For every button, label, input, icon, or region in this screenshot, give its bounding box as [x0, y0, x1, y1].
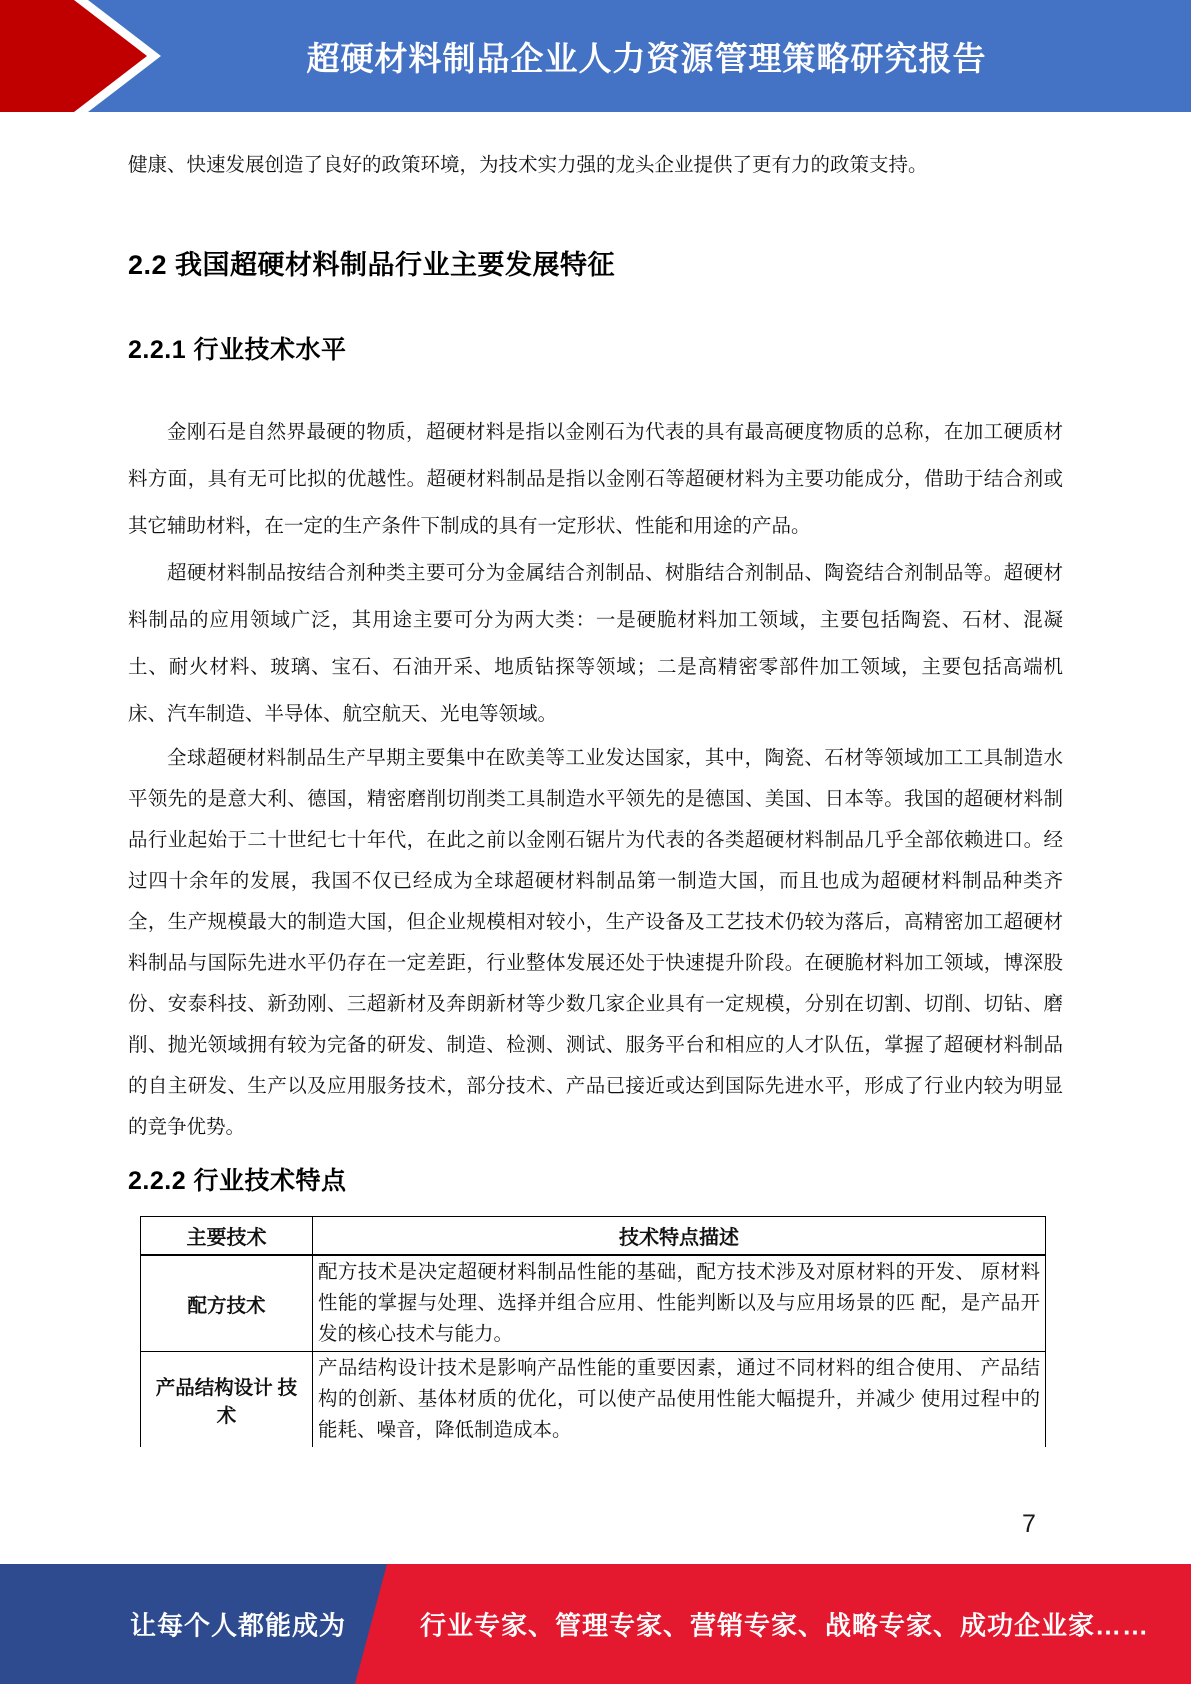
section-heading-2-2-2: 2.2.2 行业技术特点	[128, 1167, 347, 1195]
tech-desc-cell: 配方技术是决定超硬材料制品性能的基础，配方技术涉及对原材料的开发、 原材料性能的掌握与处理、选择并组合应用、性能判断以及与应用场景的匹 配，是产品开发的核心技术与能力。	[313, 1255, 1046, 1352]
page-footer-banner	[0, 1564, 1191, 1684]
page-number: 7	[1022, 1510, 1036, 1538]
footer-slogan-right: 行业专家、管理专家、营销专家、战略专家、成功企业家……	[420, 1610, 1150, 1641]
paragraph-product-categories: 超硬材料制品按结合剂种类主要可分为金属结合剂制品、树脂结合剂制品、陶瓷结合剂制品等。超硬材料制品的应用领域广泛，其用途主要可分为两大类：一是硬脆材料加工领域，主要包括陶瓷、石材、混凝土、耐火材料、玻璃、宝石、石油开采、地质钻探等领域；二是高精密零部件加工领域，主要包括高端机床、汽车制造、半导体、航空航天、光电等领域。	[128, 563, 1063, 725]
page-header-banner	[0, 0, 1191, 112]
footer-slogan-left: 让每个人都能成为	[130, 1610, 347, 1641]
column-header-tech-description: 技术特点描述	[313, 1217, 1046, 1256]
tech-desc-cell: 产品结构设计技术是影响产品性能的重要因素，通过不同材料的组合使用、 产品结构的创新、基体材质的优化，可以使产品使用性能大幅提升，并减少 使用过程中的能耗、噪音，降低制造成本。	[313, 1352, 1046, 1448]
section-heading-2-2: 2.2 我国超硬材料制品行业主要发展特征	[128, 250, 616, 280]
intro-paragraph: 健康、快速发展创造了良好的政策环境，为技术实力强的龙头企业提供了更有力的政策支持。	[128, 155, 928, 176]
table-row	[141, 1255, 1046, 1352]
section-heading-2-2-1: 2.2.1 行业技术水平	[128, 336, 347, 364]
table-row	[141, 1352, 1046, 1448]
table-header-row	[141, 1217, 1046, 1256]
paragraph-global-industry: 全球超硬材料制品生产早期主要集中在欧美等工业发达国家，其中，陶瓷、石材等领域加工工具制造水平领先的是意大利、德国，精密磨削切削类工具制造水平领先的是德国、美国、日本等。我国的超硬材料制品行业起始于二十世纪七十年代，在此之前以金刚石锯片为代表的各类超硬材料制品几乎全部依赖进口。经过四十余年的发展，我国不仅已经成为全球超硬材料制品第一制造大国，而且也成为超硬材料制品种类齐全，生产规模最大的制造大国，但企业规模相对较小，生产设备及工艺技术仍较为落后，高精密加工超硬材料制品与国际先进水平仍存在一定差距，行业整体发展还处于快速提升阶段。在硬脆材料加工领域，博深股份、安泰科技、新劲刚、三超新材及奔朗新材等少数几家企业具有一定规模，分别在切割、切削、切钻、磨削、抛光领域拥有较为完备的研发、制造、检测、测试、服务平台和相应的人才队伍，掌握了超硬材料制品的自主研发、生产以及应用服务技术，部分技术、产品已接近或达到国际先进水平，形成了行业内较为明显的竞争优势。	[128, 748, 1063, 1138]
technology-features-table	[140, 1216, 1046, 1447]
paragraph-diamond-definition: 金刚石是自然界最硬的物质，超硬材料是指以金刚石为代表的具有最高硬度物质的总称，在加工硬质材料方面，具有无可比拟的优越性。超硬材料制品是指以金刚石等超硬材料为主要功能成分，借助于结合剂或其它辅助材料，在一定的生产条件下制成的具有一定形状、性能和用途的产品。	[128, 422, 1063, 537]
tech-name-cell: 产品结构设计 技术	[141, 1352, 313, 1448]
report-title: 超硬材料制品企业人力资源管理策略研究报告	[306, 39, 987, 77]
document-body	[0, 142, 1191, 1447]
tech-name-cell: 配方技术	[141, 1255, 313, 1352]
column-header-main-tech: 主要技术	[141, 1217, 313, 1256]
